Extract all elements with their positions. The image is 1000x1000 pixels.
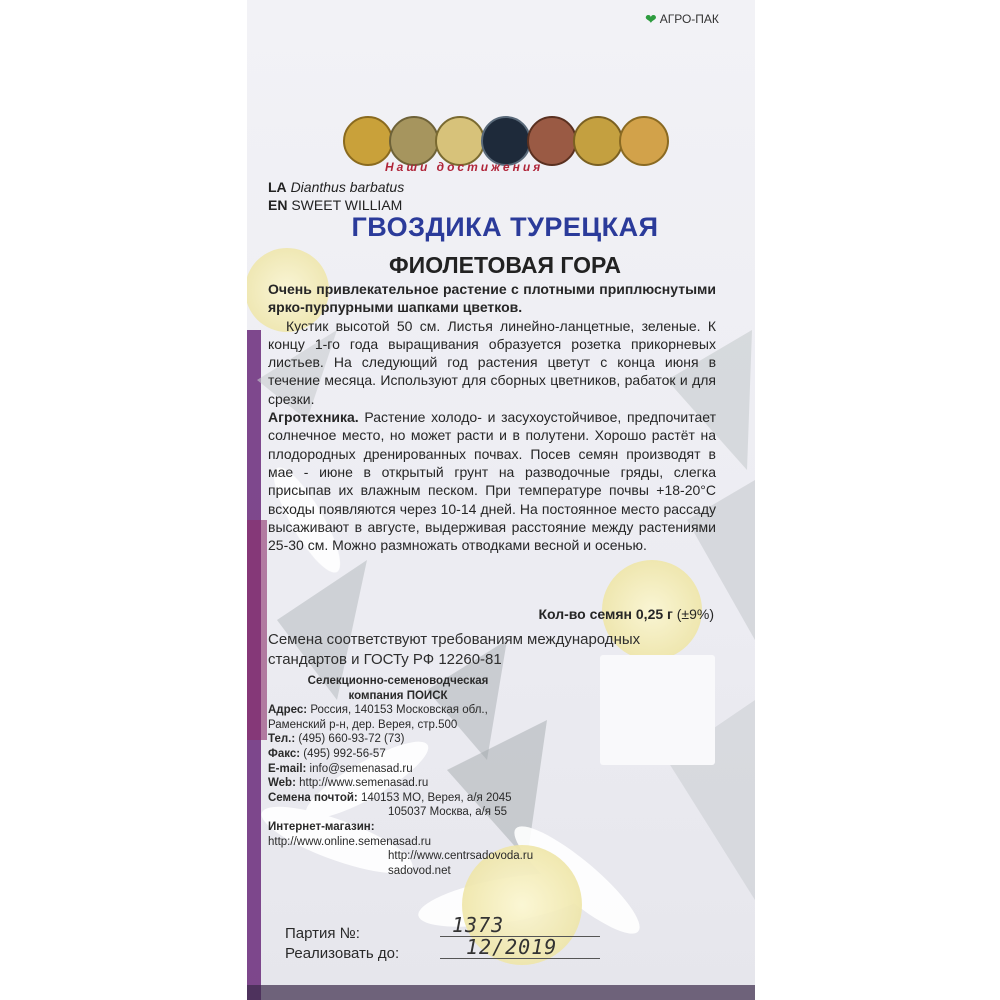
web-label: Web: (268, 777, 296, 790)
sold-by-label: Реализовать до: (285, 945, 400, 962)
en-name: SWEET WILLIAM (291, 197, 403, 213)
company-name-line1: Селекционно-семеноводческая (307, 675, 489, 687)
seed-quantity (268, 606, 714, 622)
description-body: Кустик высотой 50 см. Листья линейно-ланцетные, зеленые. К концу 1-го года выращивания образуется розетка прикорневых листьев. На следующий год растения цветут с конца июня в течение месяца. Используют для сборных цветников, рабаток и для срезки. (268, 317, 716, 407)
heart-icon: ❤ (645, 11, 657, 27)
brand-logo (645, 12, 719, 26)
product-title: ГВОЗДИКА ТУРЕЦКАЯ (351, 212, 659, 242)
shop-line2: http://www.centrsadovoda.ru (388, 850, 534, 863)
label-sticker (600, 655, 715, 765)
company-name-line2: компания ПОИСК (348, 689, 448, 702)
post-line1: 140153 МО, Верея, а/я 2045 (360, 791, 512, 804)
post-label: Семена почтой: (268, 791, 358, 804)
fax-value: (495) 992-56-57 (303, 747, 386, 760)
description-lead: Очень привлекательное растение с плотными приплюснутыми ярко-пурпурными шапками цветков. (268, 281, 716, 316)
achievements-label: Наши достижения (385, 160, 544, 174)
product-variety: ФИОЛЕТОВАЯ ГОРА (389, 252, 621, 278)
address-label: Адрес: (268, 704, 308, 717)
batch-info (285, 924, 399, 964)
quantity-value: 0,25 г (635, 606, 673, 622)
brand-name: АГРО-ПАК (659, 12, 719, 26)
sold-by-date: 12/2019 (466, 935, 558, 959)
tel-value: (495) 660-93-72 (73) (298, 733, 405, 746)
batch-number: 1373 (452, 913, 505, 937)
batch-label: Партия №: (285, 925, 360, 942)
shop-line1: http://www.online.semenasad.ru (268, 835, 432, 848)
email-label: E-mail: (268, 762, 307, 775)
la-tag: LA (268, 179, 287, 195)
agro-term: Агротехника. (268, 409, 359, 426)
shop-line3: sadovod.net (388, 864, 451, 877)
company-info (268, 674, 534, 878)
standards-note: Семена соответствуют требованиям международных стандартов и ГОСТу РФ 12260-81 (268, 631, 641, 668)
latin-names (268, 178, 404, 214)
agro-text: Растение холодо- и засухоустойчивое, предпочитает солнечное место, но может расти и в полутени. Хорошо растёт на плодородных дренированных почвах. Посев семян производят в мае - июне в открытый грунт на разводочные гряды, слегка присыпав их влажным песком. При температуре почвы +18-20°С всходы появляются через 10-14 дней. На постоянное место рассаду высаживают в августе, выдерживая расстояние между растениями 25-30 см. Можно размножать отводками весной и осенью. (268, 409, 716, 554)
post-line2: 105037 Москва, а/я 55 (388, 806, 508, 819)
web-value: http://www.semenasad.ru (299, 777, 429, 790)
fax-label: Факс: (268, 747, 301, 760)
quantity-tolerance: (±9%) (676, 606, 714, 622)
la-name: Dianthus barbatus (290, 179, 405, 195)
tel-label: Тел.: (268, 733, 296, 746)
address-line1: Россия, 140153 Московская обл., (310, 704, 488, 717)
address-line2: Раменский р-н, дер. Верея, стр.500 (268, 718, 458, 731)
shop-label: Интернет-магазин: (268, 820, 375, 833)
quantity-label: Кол-во семян (538, 606, 632, 622)
description (268, 280, 716, 554)
email-value: info@semenasad.ru (309, 762, 413, 775)
en-tag: EN (268, 197, 288, 213)
